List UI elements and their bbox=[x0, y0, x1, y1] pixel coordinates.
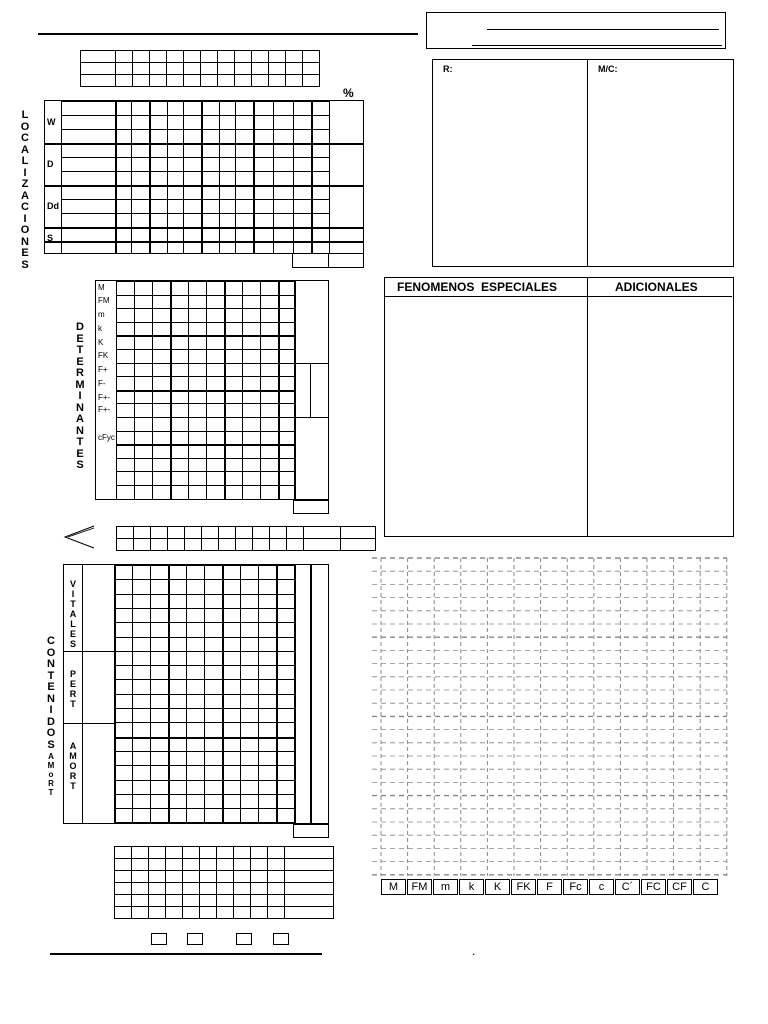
bottom-square-3 bbox=[236, 933, 252, 945]
det-label-4: K bbox=[98, 338, 104, 347]
fenomenos-header: FENOMENOS ESPECIALES bbox=[397, 280, 558, 294]
legend-cell-10: FC bbox=[641, 879, 666, 895]
adicionales-header: ADICIONALES bbox=[615, 280, 698, 294]
legend-cell-4: K bbox=[485, 879, 510, 895]
mc-label: M/C: bbox=[598, 64, 618, 74]
name-box bbox=[426, 12, 726, 49]
legend-cell-2: m bbox=[433, 879, 458, 895]
determinantes-total-box bbox=[293, 500, 329, 514]
localizaciones-grid bbox=[44, 100, 364, 254]
det-label-1: FM bbox=[98, 296, 110, 305]
determinantes-grid bbox=[95, 280, 329, 500]
loc-row-label-d: D bbox=[47, 159, 54, 169]
top-count-grid bbox=[80, 50, 320, 87]
bottom-square-4 bbox=[273, 933, 289, 945]
loc-row-label-w: W bbox=[47, 117, 56, 127]
det-label-5: FK bbox=[98, 351, 109, 360]
legend-cell-5: FK bbox=[511, 879, 536, 895]
percent-label: % bbox=[343, 86, 354, 100]
loc-row-label-s: S bbox=[47, 233, 54, 243]
det-label-3: k bbox=[98, 324, 102, 333]
bottom-square-1 bbox=[151, 933, 167, 945]
legend-cell-6: F bbox=[537, 879, 562, 895]
stray-dot: . bbox=[472, 944, 476, 958]
contenidos-subtitle: A M o R T bbox=[47, 752, 55, 797]
localizaciones-total-box bbox=[292, 253, 364, 268]
localizaciones-title: L O C A L I Z A C I O N E S bbox=[20, 109, 30, 271]
name-box-line-1 bbox=[487, 29, 719, 30]
bottom-square-2 bbox=[187, 933, 203, 945]
loc-row-label-dd: Dd bbox=[47, 201, 59, 211]
det-label-9: F+- bbox=[98, 405, 111, 414]
det-label-2: m bbox=[98, 310, 105, 319]
psicograma-grid bbox=[372, 548, 734, 878]
legend-cell-1: FM bbox=[407, 879, 432, 895]
legend-cell-11: CF bbox=[667, 879, 692, 895]
bottom-grid bbox=[114, 846, 334, 919]
content-group-vitales: V I T A L E S bbox=[69, 579, 77, 649]
ratio-symbol bbox=[62, 524, 96, 550]
contenidos-grid bbox=[63, 564, 329, 824]
signature-line bbox=[50, 953, 322, 955]
legend-cell-7: Fc bbox=[563, 879, 588, 895]
det-label-8: F+- bbox=[98, 393, 111, 402]
fenomenos-panel bbox=[384, 277, 734, 537]
r-label: R: bbox=[443, 64, 453, 74]
legend-cell-3: k bbox=[459, 879, 484, 895]
psicograma-legend bbox=[381, 879, 719, 895]
legend-cell-0: M bbox=[381, 879, 406, 895]
det-label-0: M bbox=[98, 283, 105, 292]
det-label-10: cFyc bbox=[98, 433, 115, 442]
legend-cell-12: C bbox=[693, 879, 718, 895]
content-group-pert: P E R T bbox=[69, 669, 77, 709]
header-line bbox=[38, 33, 418, 35]
ratio-grid bbox=[116, 526, 376, 551]
det-label-6: F+ bbox=[98, 365, 108, 374]
content-group-amort: A M O R T bbox=[69, 741, 77, 791]
legend-cell-9: C´ bbox=[615, 879, 640, 895]
name-box-line-2 bbox=[472, 45, 722, 46]
determinantes-title: D E T E R M I N A N T E S bbox=[75, 321, 85, 471]
det-label-7: F- bbox=[98, 379, 106, 388]
r-mc-panel bbox=[432, 59, 734, 267]
contenidos-total-box bbox=[293, 824, 329, 838]
contenidos-title: C O N T E N I D O S bbox=[46, 635, 56, 751]
legend-cell-8: c bbox=[589, 879, 614, 895]
